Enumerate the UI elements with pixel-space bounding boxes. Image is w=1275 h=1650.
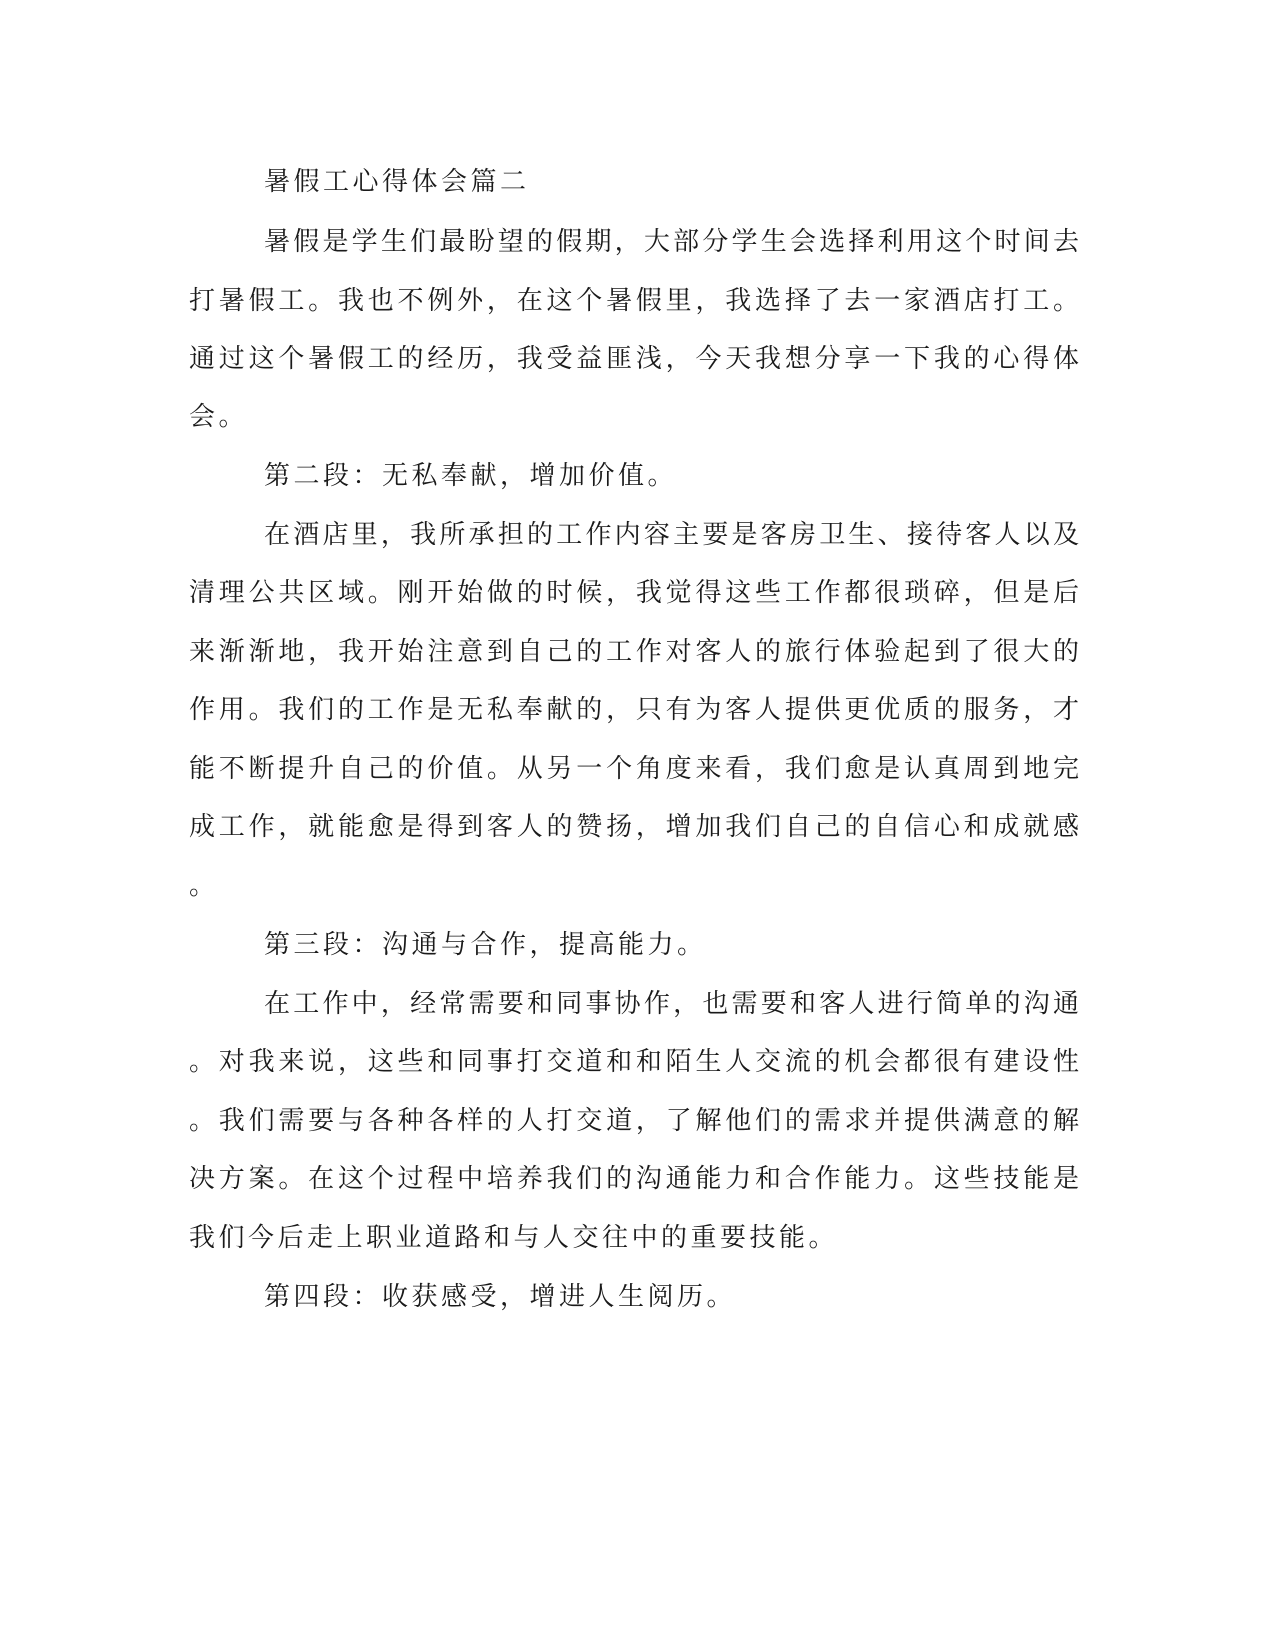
paragraph-line: 在工作中，经常需要和同事协作，也需要和客人进行简单的沟通 — [264, 989, 1079, 1019]
paragraph-line: 作用。我们的工作是无私奉献的，只有为客人提供更优质的服务，才 — [189, 695, 1079, 725]
paragraph-line: 成工作，就能愈是得到客人的赞扬，增加我们自己的自信心和成就感 — [189, 812, 1079, 842]
paragraph-line: 决方案。在这个过程中培养我们的沟通能力和合作能力。这些技能是 — [189, 1164, 1079, 1194]
section-heading: 第四段：收获感受，增进人生阅历。 — [264, 1282, 737, 1312]
section-heading: 第三段：沟通与合作，提高能力。 — [264, 930, 707, 960]
paragraph-line: 清理公共区域。刚开始做的时候，我觉得这些工作都很琐碎，但是后 — [189, 578, 1079, 608]
paragraph-line: 暑假是学生们最盼望的假期，大部分学生会选择利用这个时间去 — [264, 227, 1079, 257]
paragraph-line: 来渐渐地，我开始注意到自己的工作对客人的旅行体验起到了很大的 — [189, 637, 1079, 667]
paragraph-line: 在酒店里，我所承担的工作内容主要是客房卫生、接待客人以及 — [264, 520, 1079, 550]
section-heading: 第二段：无私奉献，增加价值。 — [264, 461, 678, 491]
paragraph-line: 我们今后走上职业道路和与人交往中的重要技能。 — [189, 1223, 839, 1253]
paragraph-line: 打暑假工。我也不例外，在这个暑假里，我选择了去一家酒店打工。 — [189, 286, 1079, 316]
paragraph-line: 。对我来说，这些和同事打交道和和陌生人交流的机会都很有建设性 — [189, 1047, 1079, 1077]
section-title: 暑假工心得体会篇二 — [264, 167, 530, 197]
paragraph-line: 能不断提升自己的价值。从另一个角度来看，我们愈是认真周到地完 — [189, 754, 1079, 784]
paragraph-line: 。我们需要与各种各样的人打交道，了解他们的需求并提供满意的解 — [189, 1106, 1079, 1136]
paragraph-line: 通过这个暑假工的经历，我受益匪浅，今天我想分享一下我的心得体 — [189, 344, 1079, 374]
paragraph-line: 会。 — [189, 402, 249, 432]
paragraph-line: 。 — [189, 871, 219, 901]
